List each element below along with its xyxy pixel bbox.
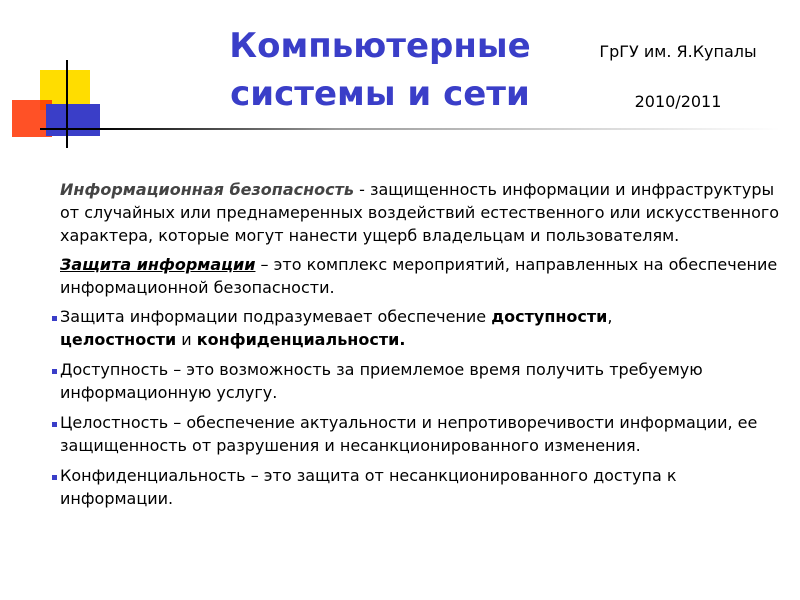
- institution-name: ГрГУ им. Я.Купалы: [599, 42, 757, 61]
- bullet-1-bold-confidentiality: конфиденциальности.: [196, 330, 406, 349]
- logo-vertical-line: [66, 60, 68, 148]
- bullet-1-bold-availability: доступности: [491, 307, 608, 326]
- list-item: [60, 464, 780, 510]
- bullet-4-text: Конфиденциальность – это защита от несанкционированного доступа к информации.: [60, 466, 677, 508]
- list-item: [60, 305, 780, 351]
- logo-blue-square: [46, 104, 100, 136]
- slide-title: [190, 22, 570, 118]
- definition-information-protection: [60, 253, 780, 299]
- term-information-security: Информационная безопасность: [60, 180, 355, 199]
- bullet-list: [60, 305, 780, 510]
- bullet-1-sep-2: и: [176, 330, 197, 349]
- definition-information-security: [60, 178, 780, 247]
- header-divider-line: [40, 128, 780, 130]
- bullet-square-icon: [52, 475, 57, 480]
- bullet-1-text-start: Защита информации подразумевает обеспечение: [60, 307, 492, 326]
- term-information-protection: Защита информации: [60, 255, 256, 274]
- bullet-1-sep-1: ,: [607, 307, 613, 326]
- bullet-square-icon: [52, 369, 57, 374]
- bullet-square-icon: [52, 422, 57, 427]
- list-item: [60, 358, 780, 404]
- slide-body: [60, 178, 780, 517]
- definition-text-1: - защищенность информации и инфраструктуры от случайных или преднамеренных воздействий естественного или искусственного характера, которые могут нанести ущерб владельцам и пользователям.: [60, 180, 780, 245]
- definition-text-2: – это комплекс мероприятий, направленных на обеспечение информационной безопасности.: [60, 255, 778, 297]
- bullet-3-text: Целостность – обеспечение актуальности и непротиворечивости информации, ее защищенность от разрушения и несанкционированного изменения.: [60, 413, 758, 455]
- list-item: [60, 411, 780, 457]
- academic-year: 2010/2011: [634, 92, 722, 111]
- bullet-2-text: Доступность – это возможность за приемлемое время получить требуемую информационную услугу.: [60, 360, 703, 402]
- bullet-square-icon: [52, 316, 57, 321]
- title-line-2: системы и сети: [230, 74, 530, 114]
- bullet-1-bold-integrity: целостности: [60, 330, 177, 349]
- title-line-1: Компьютерные: [229, 26, 531, 66]
